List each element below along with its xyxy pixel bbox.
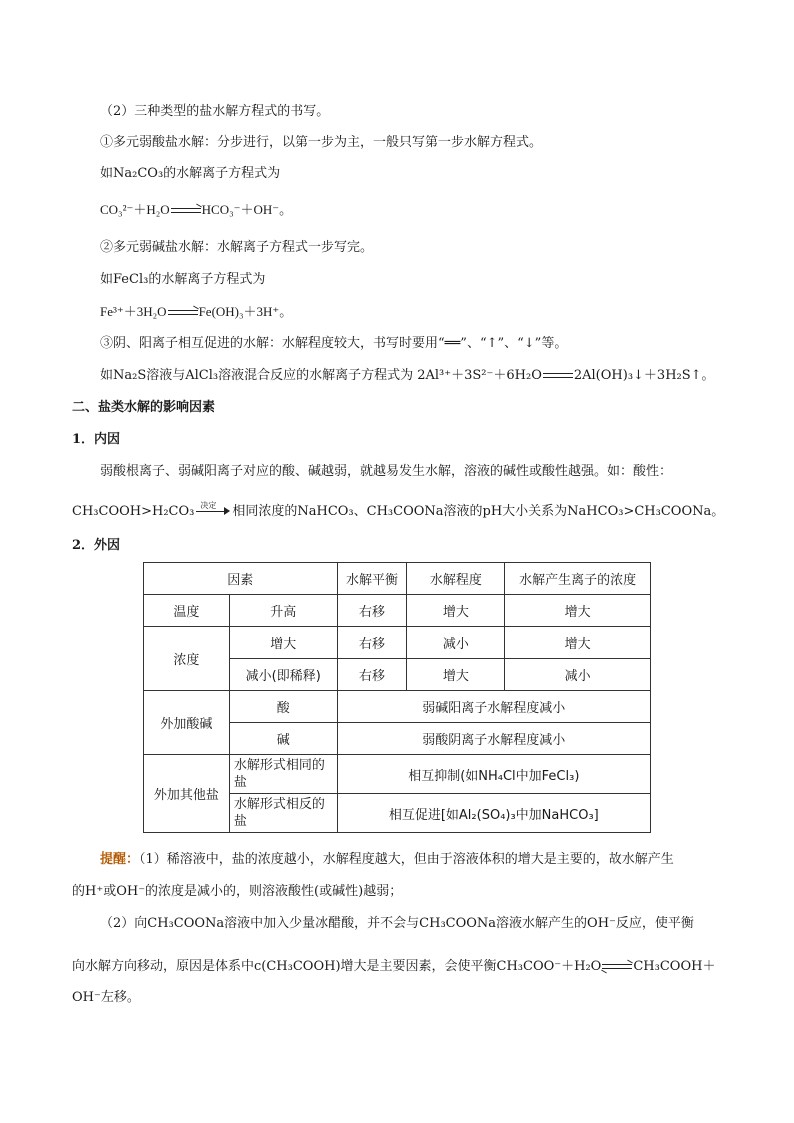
header-degree: 水解程度 xyxy=(407,563,505,595)
cell-degree: 增大 xyxy=(407,659,505,691)
rule-polyprotic-acid-salt: ①多元弱酸盐水解：分步进行，以第一步为主，一般只写第一步水解方程式。 xyxy=(100,135,543,150)
note-1-continued: 的H⁺或OH⁻的浓度是减小的，则溶液酸性(或碱性)越弱； xyxy=(72,884,403,899)
equation-right: HCO₃⁻＋OH⁻。 xyxy=(201,202,293,217)
cell-same-effect: 相互抑制(如NH₄Cl中加FeCl₃) xyxy=(337,755,650,794)
cell-shift: 右移 xyxy=(337,659,407,691)
header-equilibrium: 水解平衡 xyxy=(337,563,407,595)
equation-carbonate xyxy=(100,200,292,220)
cell-conc: 减小 xyxy=(505,659,651,691)
determines-arrow-icon xyxy=(196,500,230,517)
example-product: 2Al(OH)₃↓＋3H₂S↑。 xyxy=(573,368,715,383)
header-ion-conc: 水解产生离子的浓度 xyxy=(505,563,651,595)
equilibrium-arrow-icon xyxy=(171,207,201,215)
note-2-end: OH⁻左移。 xyxy=(72,990,140,1005)
note-2: （2）向CH₃COONa溶液中加入少量冰醋酸，并不会与CH₃COONa溶液水解产生的OH⁻反应，使平衡 xyxy=(100,916,694,931)
table-row xyxy=(144,691,651,723)
note-1-text: （1）稀溶液中，盐的浓度越小，水解程度越大，但由于溶液体积的增大是主要的，故水解产生 xyxy=(139,852,674,867)
note-2-text: 向水解方向移动，原因是体系中c(CH₃COOH)增大是主要因素，会使平衡CH₃COO⁻＋H₂O xyxy=(72,959,602,974)
note-1 xyxy=(100,850,674,870)
example-fecl3: 如FeCl₃的水解离子方程式为 xyxy=(100,272,266,287)
internal-comparison xyxy=(72,502,724,522)
equilibrium-arrow-icon xyxy=(602,963,632,971)
cell-temperature: 温度 xyxy=(144,595,230,627)
section-heading: 二、盐类水解的影响因素 xyxy=(72,400,216,415)
cell-add-other-salt: 外加其他盐 xyxy=(144,755,230,833)
cell-add-acid-base: 外加酸碱 xyxy=(144,691,230,755)
cell-increase: 增大 xyxy=(229,627,337,659)
example-na2s-alcl3 xyxy=(100,366,715,386)
example-text: 如Na₂S溶液与AlCl₃溶液混合反应的水解离子方程式为 2Al³⁺＋3S²⁻＋6H₂O xyxy=(100,368,542,383)
cell-decrease: 减小(即稀释) xyxy=(229,659,337,691)
equation-left: CO₃²⁻＋H₂O xyxy=(100,202,170,217)
cell-base: 碱 xyxy=(229,723,337,755)
equals-sign-icon xyxy=(543,373,573,379)
note-2-product: CH₃COOH＋ xyxy=(633,959,716,974)
cell-shift: 右移 xyxy=(337,595,407,627)
equilibrium-arrow-icon xyxy=(168,309,198,317)
table-row xyxy=(144,627,651,659)
rule-mutual-promotion: ③阴、阳离子相互促进的水解：水解程度较大，书写时要用“══”、“↑”、“↓”等。 xyxy=(100,336,568,351)
cell-conc: 增大 xyxy=(505,627,651,659)
cell-degree: 减小 xyxy=(407,627,505,659)
equation-right: Fe(OH)₃＋3H⁺。 xyxy=(198,304,293,319)
cell-degree: 增大 xyxy=(407,595,505,627)
subsection-heading: （2）三种类型的盐水解方程式的书写。 xyxy=(100,104,330,119)
note-2-continued xyxy=(72,957,715,977)
ph-comparison: 相同浓度的NaHCO₃、CH₃COONa溶液的pH大小关系为NaHCO₃>CH₃COONa。 xyxy=(232,504,725,519)
factors-table xyxy=(143,562,651,833)
cell-acid-effect: 弱碱阳离子水解程度减小 xyxy=(337,691,650,723)
table-header-row xyxy=(144,563,651,595)
cell-opposite-form: 水解形式相反的盐 xyxy=(229,794,337,833)
equation-left: Fe³⁺＋3H₂O xyxy=(100,304,167,319)
cell-base-effect: 弱酸阴离子水解程度减小 xyxy=(337,723,650,755)
arrow-label: 决定 xyxy=(200,500,217,510)
cell-acid: 酸 xyxy=(229,691,337,723)
header-factor: 因素 xyxy=(144,563,338,595)
cell-shift: 右移 xyxy=(337,627,407,659)
table-row xyxy=(144,755,651,794)
external-heading: 2．外因 xyxy=(72,538,121,553)
internal-heading: 1．内因 xyxy=(72,432,121,447)
internal-text: 弱酸根离子、弱碱阳离子对应的酸、碱越弱，就越易发生水解，溶液的碱性或酸性越强。如：酸性： xyxy=(100,464,673,479)
example-na2co3: 如Na₂CO₃的水解离子方程式为 xyxy=(100,166,281,181)
note-label: 提醒： xyxy=(100,852,140,867)
cell-conc: 增大 xyxy=(505,595,651,627)
rule-polybasic-base-salt: ②多元弱碱盐水解：水解离子方程式一步写完。 xyxy=(100,240,374,255)
equation-fecl3 xyxy=(100,302,292,322)
acidity-order: CH₃COOH>H₂CO₃ xyxy=(72,504,195,519)
cell-same-form: 水解形式相同的盐 xyxy=(229,755,337,794)
cell-raise: 升高 xyxy=(229,595,337,627)
table-row xyxy=(144,595,651,627)
cell-concentration: 浓度 xyxy=(144,627,230,691)
cell-opposite-effect: 相互促进[如Al₂(SO₄)₃中加NaHCO₃] xyxy=(337,794,650,833)
